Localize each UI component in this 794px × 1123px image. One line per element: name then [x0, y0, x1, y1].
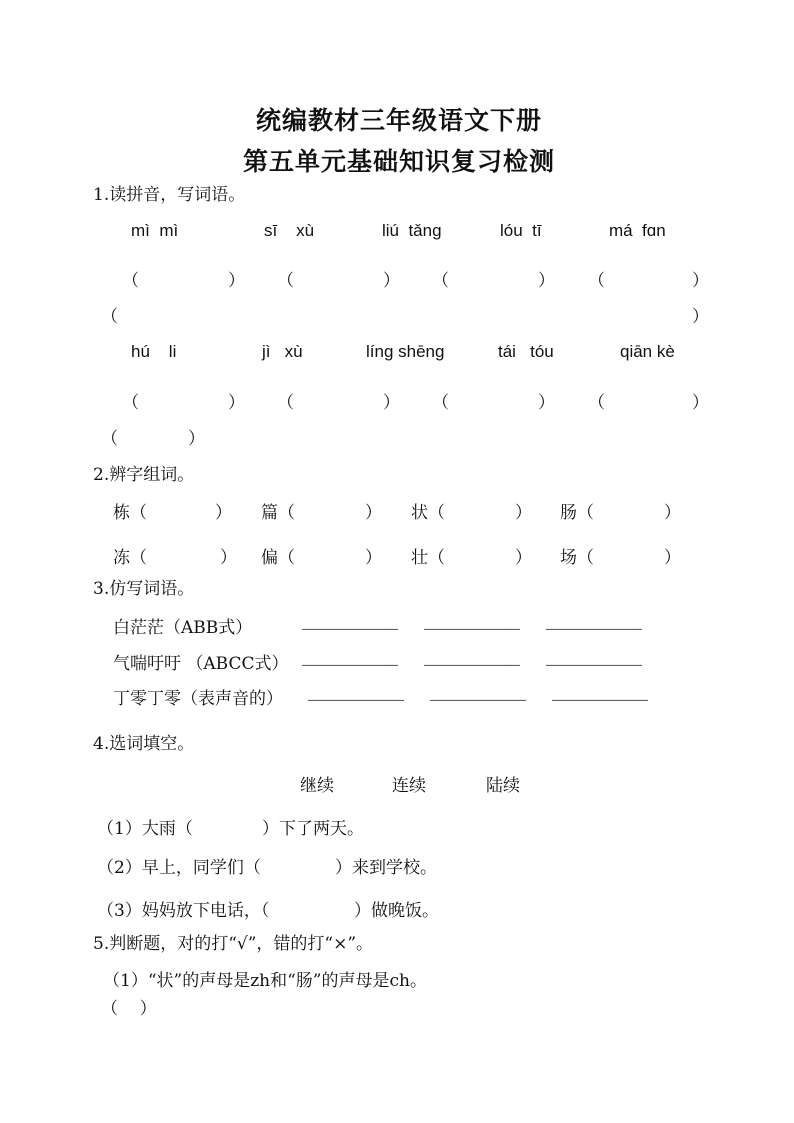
pinyin-6: hú li	[131, 342, 177, 361]
pinyin-1: mì mì	[131, 221, 179, 240]
pinyin-2: sī xù	[264, 221, 315, 240]
option-luxu: 陆续	[486, 776, 520, 796]
char-word-8: 场（	[560, 548, 594, 568]
char-close-7: ）	[515, 548, 532, 568]
judge-item-1: （1）“状”的声母是zh和“肠”的声母是ch。	[103, 971, 427, 991]
char-word-2: 篇（	[261, 503, 295, 523]
blank-4[interactable]: __________	[302, 651, 399, 669]
q1-heading: 1.读拼音，写词语。	[93, 185, 246, 205]
answer-close-8: ）	[538, 393, 555, 413]
pinyin-8: líng shēng	[366, 342, 445, 361]
char-word-4: 肠（	[560, 503, 594, 523]
char-close-2: ）	[365, 503, 382, 523]
char-close-4: ）	[664, 503, 681, 523]
pinyin-3: liú tǎng	[382, 221, 442, 240]
char-word-7: 壮（	[411, 548, 445, 568]
option-lianxu: 连续	[392, 776, 426, 796]
q4-heading: 4.选词填空。	[93, 734, 195, 754]
char-close-8: ）	[664, 548, 681, 568]
judge-answer-box[interactable]: （ ）	[101, 999, 157, 1019]
option-jixu: 继续	[300, 776, 334, 796]
answer-close-10: ）	[188, 429, 205, 449]
pinyin-4: lóu tī	[500, 221, 542, 240]
sentence-2-start: （2）早上，同学们（	[97, 858, 261, 878]
answer-open-3[interactable]: （	[432, 271, 449, 291]
char-word-5: 冻（	[113, 548, 147, 568]
answer-open-6[interactable]: （	[122, 393, 139, 413]
sentence-3-end: ）做晚饭。	[354, 901, 439, 921]
answer-close-5: ）	[692, 307, 709, 327]
char-close-1: ）	[215, 503, 232, 523]
char-close-6: ）	[365, 548, 382, 568]
blank-1[interactable]: __________	[302, 615, 399, 633]
pinyin-9: tái tóu	[498, 342, 554, 361]
answer-open-9[interactable]: （	[588, 393, 605, 413]
blank-5[interactable]: __________	[424, 651, 521, 669]
answer-close-1: ）	[228, 271, 245, 291]
answer-open-5[interactable]: （	[101, 307, 118, 327]
answer-close-4: ）	[692, 271, 709, 291]
answer-close-7: ）	[383, 393, 400, 413]
blank-9[interactable]: __________	[552, 686, 649, 704]
char-word-1: 栋（	[113, 503, 147, 523]
q2-heading: 2.辨字组词。	[93, 465, 195, 485]
answer-close-2: ）	[383, 271, 400, 291]
char-close-3: ）	[515, 503, 532, 523]
sentence-3-start: （3）妈妈放下电话，（	[97, 901, 270, 921]
title-line-1: 统编教材三年级语文下册	[256, 106, 543, 135]
char-word-3: 状（	[411, 503, 445, 523]
q5-heading: 5.判断题，对的打“√”，错的打“×”。	[93, 934, 374, 954]
pattern-abb: 白茫茫（ABB式）	[113, 618, 253, 638]
answer-open-2[interactable]: （	[277, 271, 294, 291]
answer-open-10[interactable]: （	[101, 429, 118, 449]
answer-open-4[interactable]: （	[588, 271, 605, 291]
sentence-2-end: ）来到学校。	[335, 858, 437, 878]
pinyin-7: jì xù	[262, 342, 303, 361]
sentence-1-end: ）下了两天。	[262, 819, 364, 839]
answer-open-8[interactable]: （	[432, 393, 449, 413]
answer-open-1[interactable]: （	[122, 271, 139, 291]
blank-6[interactable]: __________	[546, 651, 643, 669]
answer-close-9: ）	[692, 393, 709, 413]
q3-heading: 3.仿写词语。	[93, 579, 195, 599]
answer-close-6: ）	[228, 393, 245, 413]
sentence-1-start: （1）大雨（	[97, 819, 193, 839]
char-word-6: 偏（	[261, 548, 295, 568]
blank-3[interactable]: __________	[546, 615, 643, 633]
pinyin-5: má fɑn	[609, 221, 666, 240]
pattern-abcc: 气喘吁吁 （ABCC式）	[113, 654, 289, 674]
title-line-2: 第五单元基础知识复习检测	[243, 147, 556, 176]
blank-2[interactable]: __________	[424, 615, 521, 633]
answer-open-7[interactable]: （	[277, 393, 294, 413]
blank-8[interactable]: __________	[430, 686, 527, 704]
char-close-5: ）	[220, 548, 237, 568]
answer-close-3: ）	[538, 271, 555, 291]
blank-7[interactable]: __________	[308, 686, 405, 704]
pinyin-10: qiān kè	[620, 342, 675, 361]
pattern-sound: 丁零丁零（表声音的）	[113, 689, 283, 709]
